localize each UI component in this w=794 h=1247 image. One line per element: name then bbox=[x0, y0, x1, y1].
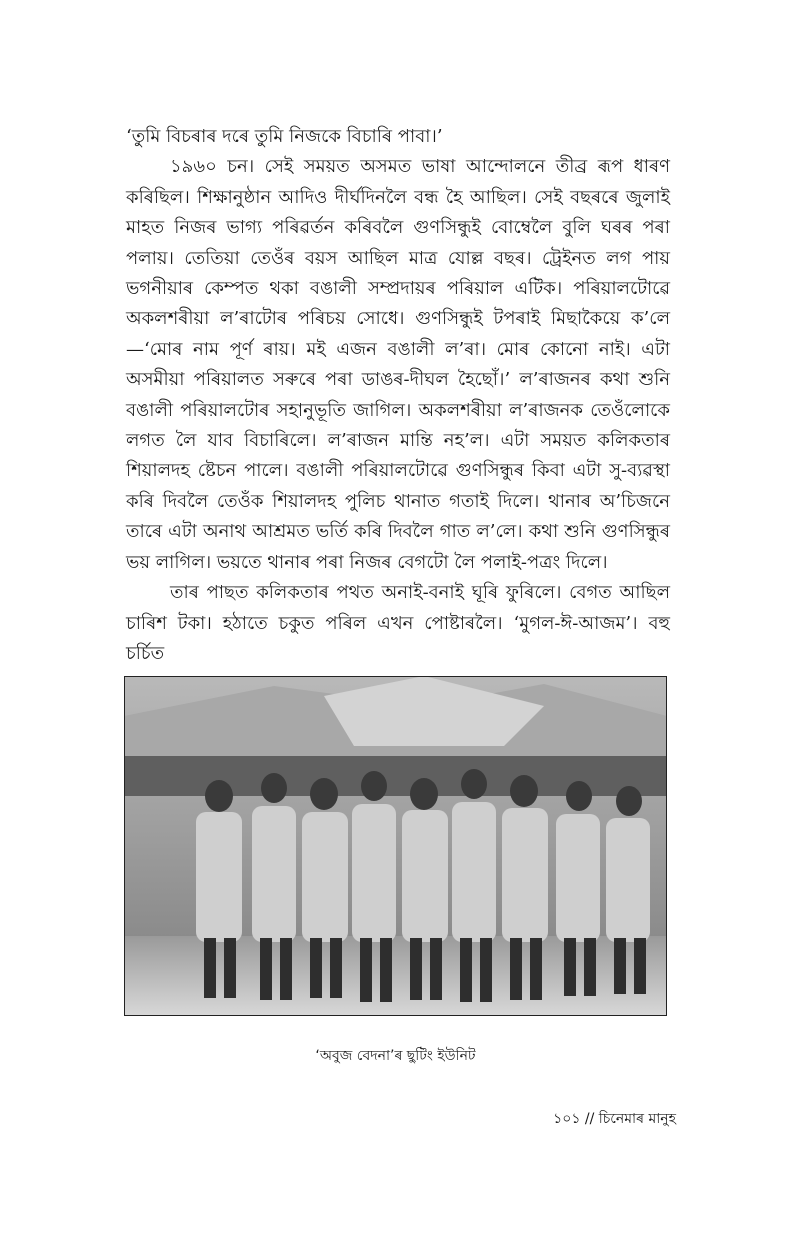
body-text bbox=[126, 122, 670, 669]
page-footer: ১০১ // চিনেমাৰ মানুহ bbox=[553, 1111, 676, 1127]
paragraph-kolkata: তাৰ পাছত কলিকতাৰ পথত অনাই-বনাই ঘূৰি ফুৰিলে। বেগত আছিল চাৰিশ টকা। হঠাতে চকুত পৰিল এখন পোষ্টাৰলৈ। ‘মুগল-ঈ-আজম’। বহু চৰ্চিত bbox=[126, 582, 670, 664]
paragraph-quote: ‘তুমি বিচৰাৰ দৰে তুমি নিজকে বিচাৰি পাবা।’ bbox=[126, 126, 443, 147]
paragraph-1960: ১৯৬০ চন। সেই সময়ত অসমত ভাষা আন্দোলনে তীব্ৰ ৰূপ ধাৰণ কৰিছিল। শিক্ষানুষ্ঠান আদিও দীৰ্ঘদিনলৈ বন্ধ হৈ আছিল। সেই বছৰৰে জুলাই মাহত নিজৰ ভাগ্য পৰিৱৰ্তন কৰিবলৈ গুণসিন্ধুই বোম্বেলৈ বুলি ঘৰৰ পৰা পলায়। তেতিয়া তেওঁৰ বয়স আছিল মাত্ৰ যোল্ল বছৰ। ট্ৰেইনত লগ পায় ভগনীয়াৰ কেম্পত থকা বঙালী সম্প্ৰদায়ৰ পৰিয়াল এটিক। পৰিয়ালটোৱে অকলশৰীয়া ল’ৰাটোৰ পৰিচয় সোধে। গুণসিন্ধুই টপৰাই মিছাকৈয়ে ক’লে—‘মোৰ নাম পূৰ্ণ ৰায়। মই এজন বঙালী ল’ৰা। মোৰ কোনো নাই। এটা অসমীয়া পৰিয়ালত সৰুৰে পৰা ডাঙৰ-দীঘল হৈছোঁ।’ ল’ৰাজনৰ কথা শুনি বঙালী পৰিয়ালটোৰ সহানুভূতি জাগিল। অকলশৰীয়া ল’ৰাজনক তেওঁলোকে লগত লৈ যাব বিচাৰিলে। ল’ৰাজন মান্তি নহ’ল। এটা সময়ত কলিকতাৰ শিয়ালদহ ষ্টেচন পালে। বঙালী পৰিয়ালটোৱে গুণসিন্ধুৰ কিবা এটা সু-ব্যৱস্থা কৰি দিবলৈ তেওঁক শিয়ালদহ পুলিচ থানাত গতাই দিলে। থানাৰ অ’চিজনে তাৰে এটা অনাথ আশ্ৰমত ভৰ্তি কৰি দিবলৈ গাত ল’লে। কথা শুনি গুণসিন্ধুৰ ভয় লাগিল। ভয়তে থানাৰ পৰা নিজৰ বেগটো লৈ পলাই-পত্ৰং দিলে। bbox=[126, 156, 670, 573]
photo-caption: ‘অবুজ বেদনা’ৰ ছুটিং ইউনিট bbox=[315, 1048, 476, 1064]
shooting-unit-photo bbox=[124, 676, 667, 1016]
